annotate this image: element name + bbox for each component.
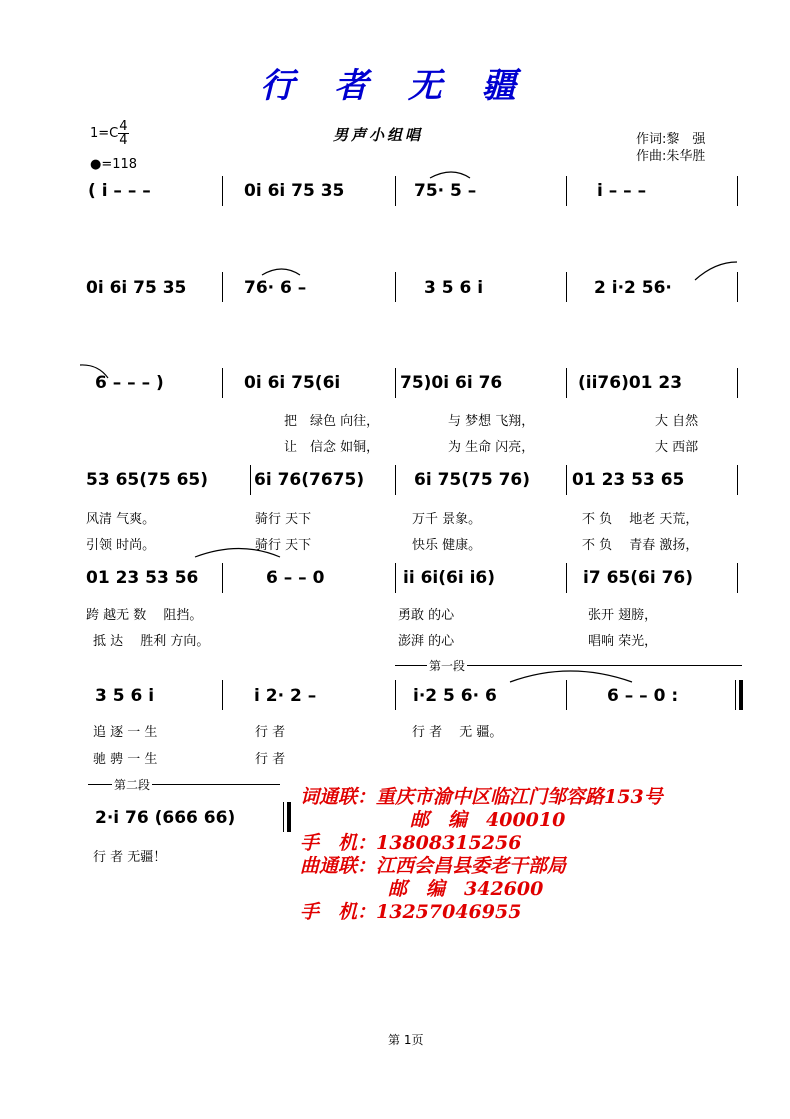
measure: 6i 76(7675) [254, 470, 365, 490]
lyricist-phone: 手 机：13808315256 [300, 832, 522, 854]
measure: 0i 6i 75 35 [86, 278, 187, 298]
lyric-line: 把 绿色 向往， [284, 414, 380, 429]
composer-address: 曲通联：江西会昌县委老干部局 [300, 855, 567, 877]
measure: 6i 75(75 76) [414, 470, 531, 490]
lyric-line: 张开 翅膀， [588, 608, 658, 623]
measure: 01 23 53 56 [86, 568, 199, 588]
measure: 6 – – 0 : [607, 686, 679, 706]
lyric-line: 跨 越无 数 阻挡。 [86, 608, 203, 623]
measure: 6 – – 0 [266, 568, 325, 588]
measure: (ii76)01 23 [578, 373, 683, 393]
lyric-line: 行 者 [255, 725, 286, 740]
measure: i – – – [597, 181, 647, 201]
measure: 75)0i 6i 76 [400, 373, 503, 393]
lyric-line: 不 负 地老 天荒， [582, 512, 699, 527]
composer-postcode: 邮 编 342600 [388, 878, 544, 900]
lyric-line: 让 信念 如铜， [284, 440, 380, 455]
lyric-line: 大 自然 [655, 414, 699, 429]
lyric-line: 驰 骋 一 生 [93, 752, 158, 767]
tempo-marking: ●=118 [90, 157, 138, 172]
lyric-line: 引领 时尚。 [86, 538, 156, 553]
lyric-line: 骑行 天下 [255, 538, 312, 553]
slur-mark [262, 269, 300, 275]
lyric-line: 抵 达 胜利 方向。 [93, 634, 210, 649]
measure: 6 – – – ) [95, 373, 164, 393]
measure: 2 i·2 56· [594, 278, 672, 298]
lyric-line: 唱响 荣光， [588, 634, 658, 649]
measure: 2·i 76 (666 66) [95, 808, 236, 828]
measure: ( i – – – [88, 181, 151, 201]
subtitle: 男声小组唱 [333, 126, 424, 144]
segment-label: 第二段 [114, 778, 151, 792]
lyricist-credit: 作词:黎 强 [636, 132, 706, 147]
composer-credit: 作曲:朱华胜 [636, 149, 706, 164]
measure: 3 5 6 i [424, 278, 484, 298]
measure: i7 65(6i 76) [583, 568, 694, 588]
lyricist-postcode: 邮 编 400010 [410, 809, 566, 831]
lyric-line: 风清 气爽。 [86, 512, 156, 527]
measure: 75· 5 – [414, 181, 477, 201]
measure: 53 65(75 65) [86, 470, 209, 490]
lyric-line: 勇敢 的心 [398, 608, 455, 623]
lyric-line: 澎湃 的心 [398, 634, 455, 649]
slur-mark [195, 549, 280, 558]
lyric-line: 不 负 青春 激扬， [582, 538, 699, 553]
measure: i 2· 2 – [254, 686, 317, 706]
lyric-line: 追 逐 一 生 [93, 725, 158, 740]
measure: 01 23 53 65 [572, 470, 685, 490]
slur-mark [80, 365, 108, 378]
key-label: 1=C [90, 126, 119, 141]
lyric-line: 行 者 [255, 752, 286, 767]
lyric-line: 快乐 健康。 [412, 538, 482, 553]
composer-phone: 手 机：13257046955 [300, 901, 522, 923]
slur-mark [510, 671, 632, 682]
lyric-line: 与 梦想 飞翔， [448, 414, 535, 429]
measure: 0i 6i 75(6i [244, 373, 341, 393]
measure: 3 5 6 i [95, 686, 155, 706]
song-title: 行 者 无 疆 [260, 66, 530, 106]
page-number: 第 1页 [388, 1033, 424, 1047]
lyric-line: 骑行 天下 [255, 512, 312, 527]
lyric-line: 万千 景象。 [412, 512, 482, 527]
measure: 0i 6i 75 35 [244, 181, 345, 201]
time-signature: $\frac{4}{4}$ [119, 119, 128, 148]
lyric-line: 行 者 无疆！ [93, 850, 167, 865]
slur-mark [430, 172, 470, 178]
measure: 76· 6 – [244, 278, 307, 298]
slur-mark [695, 262, 737, 280]
measure: ii 6i(6i i6) [403, 568, 495, 588]
segment-label: 第一段 [429, 659, 466, 673]
lyric-line: 为 生命 闪亮， [448, 440, 535, 455]
lyric-line: 行 者 无 疆。 [412, 725, 503, 740]
lyric-line: 大 西部 [655, 440, 699, 455]
quarter-note-icon: ● [90, 157, 102, 172]
lyricist-address: 词通联：重庆市渝中区临江门邹容路153号 [300, 786, 663, 808]
measure: i·2 5 6· 6 [413, 686, 497, 706]
